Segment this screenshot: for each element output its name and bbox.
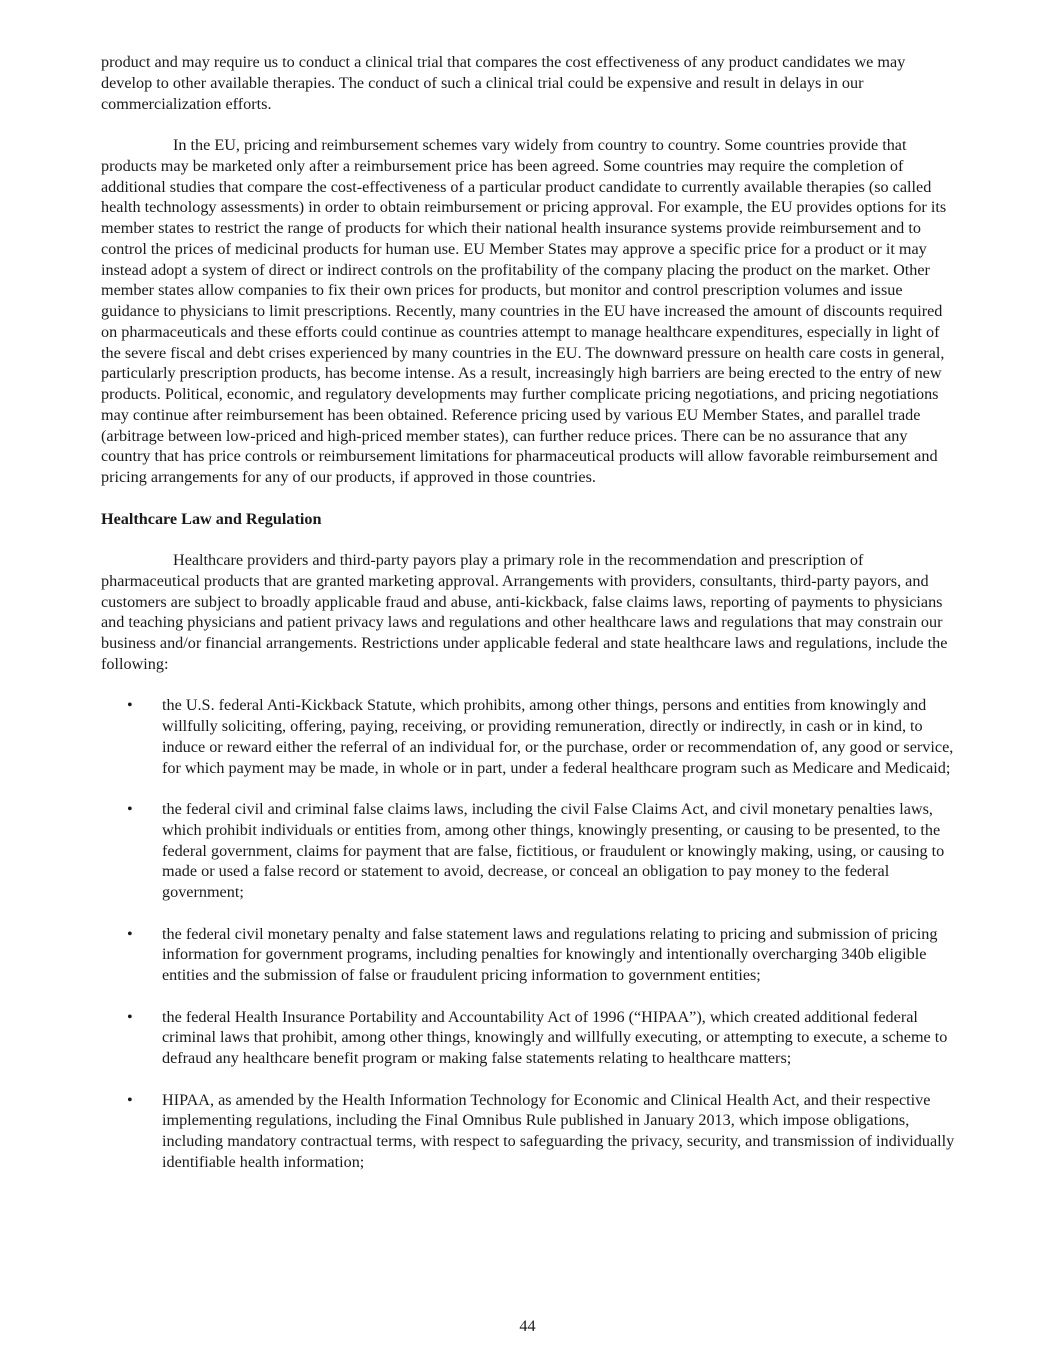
list-item — [101, 799, 957, 903]
bullet-icon: • — [127, 924, 133, 943]
list-item — [101, 695, 957, 778]
list-item-text: HIPAA, as amended by the Health Information Technology for Economic and Clinical Health Act, and their respective implementing regulations, including the Final Omnibus Rule published in January 2013, which impose obligations, including mandatory contractual terms, with respect to safeguarding the privacy, security, and transmission of individually identifiable health information; — [162, 1090, 955, 1171]
list-item-text: the federal civil monetary penalty and false statement laws and regulations relating to pricing and submission of pricing information for government programs, including penalties for knowingly and intentionally overcharging 340b eligible entities and the submission of false or fraudulent pricing information to government entities; — [162, 924, 938, 984]
section-heading: Healthcare Law and Regulation — [101, 509, 322, 528]
list-item — [101, 924, 957, 986]
page-number: 44 — [519, 1317, 536, 1335]
paragraph-eu-pricing: In the EU, pricing and reimbursement schemes vary widely from country to country. Some countries provide that products may be marketed only after a reimbursement price has been agreed. Some countries may require the completion of additional studies that compare the cost-effectiveness of a particular product candidate to currently available therapies (so called health technology assessments) in order to obtain reimbursement or pricing approval. For example, the EU provides options for its member states to restrict the range of products for which their national health insurance systems provide reimbursement and to control the prices of medicinal products for human use. EU Member States may approve a specific price for a product or it may instead adopt a system of direct or indirect controls on the profitability of the company placing the product on the market. Other member states allow companies to fix their own prices for products, but monitor and control prescription volumes and issue guidance to physicians to limit prescriptions. Recently, many countries in the EU have increased the amount of discounts required on pharmaceuticals and these efforts could continue as countries attempt to manage healthcare expenditures, especially in light of the severe fiscal and debt crises experienced by many countries in the EU. The downward pressure on health care costs in general, particularly prescription products, has become intense. As a result, increasingly high barriers are being erected to the entry of new products. Political, economic, and regulatory developments may further complicate pricing negotiations, and pricing negotiations may continue after reimbursement has been obtained. Reference pricing used by various EU Member States, and parallel trade (arbitrage between low-priced and high-priced member states), can further reduce prices. There can be no assurance that any country that has price controls or reimbursement limitations for pharmaceutical products will allow favorable reimbursement and pricing arrangements for any of our products, if approved in those countries. — [101, 136, 947, 486]
bullet-icon: • — [127, 696, 133, 715]
list-item-text: the federal Health Insurance Portability and Accountability Act of 1996 (“HIPAA”), which created additional federal criminal laws that prohibit, among other things, knowingly and willfully executing, or attempting to execute, a scheme to defraud any healthcare benefit program or making false statements relating to healthcare matters; — [162, 1007, 948, 1067]
list-item — [101, 1007, 957, 1069]
list-item-text: the U.S. federal Anti-Kickback Statute, which prohibits, among other things, persons and entities from knowingly and willfully soliciting, offering, paying, receiving, or providing remuneration, directly or indirectly, in cash or in kind, to induce or reward either the referral of an individual for, or the purchase, order or recommendation of, any good or service, for which payment may be made, in whole or in part, under a federal healthcare program such as Medicare and Medicaid; — [162, 696, 954, 777]
bullet-icon: • — [127, 1007, 133, 1026]
list-item-text: the federal civil and criminal false claims laws, including the civil False Claims Act, and civil monetary penalties laws, which prohibit individuals or entities from, among other things, knowingly presenting, or causing to be presented, to the federal government, claims for payment that are false, fictitious, or fraudulent or knowingly making, using, or causing to made or used a false record or statement to avoid, decrease, or conceal an obligation to pay money to the federal government; — [162, 800, 945, 901]
list-item — [101, 1090, 957, 1173]
paragraph-continuation: product and may require us to conduct a clinical trial that compares the cost effectiveness of any product candidates we may develop to other available therapies. The conduct of such a clinical trial could be expensive and result in delays in our commercialization efforts. — [101, 53, 906, 113]
regulation-list — [101, 695, 957, 1172]
bullet-icon: • — [127, 1090, 133, 1109]
document-page — [101, 52, 957, 1173]
section-intro-paragraph: Healthcare providers and third-party payors play a primary role in the recommendation and prescription of pharmaceutical products that are granted marketing approval. Arrangements with providers, consultants, third-party payors, and customers are subject to broadly applicable fraud and abuse, anti-kickback, false claims laws, reporting of payments to physicians and teaching physicians and patient privacy laws and regulations and other healthcare laws and regulations that may constrain our business and/or financial arrangements. Restrictions under applicable federal and state healthcare laws and regulations, include the following: — [101, 551, 948, 673]
bullet-icon: • — [127, 800, 133, 818]
